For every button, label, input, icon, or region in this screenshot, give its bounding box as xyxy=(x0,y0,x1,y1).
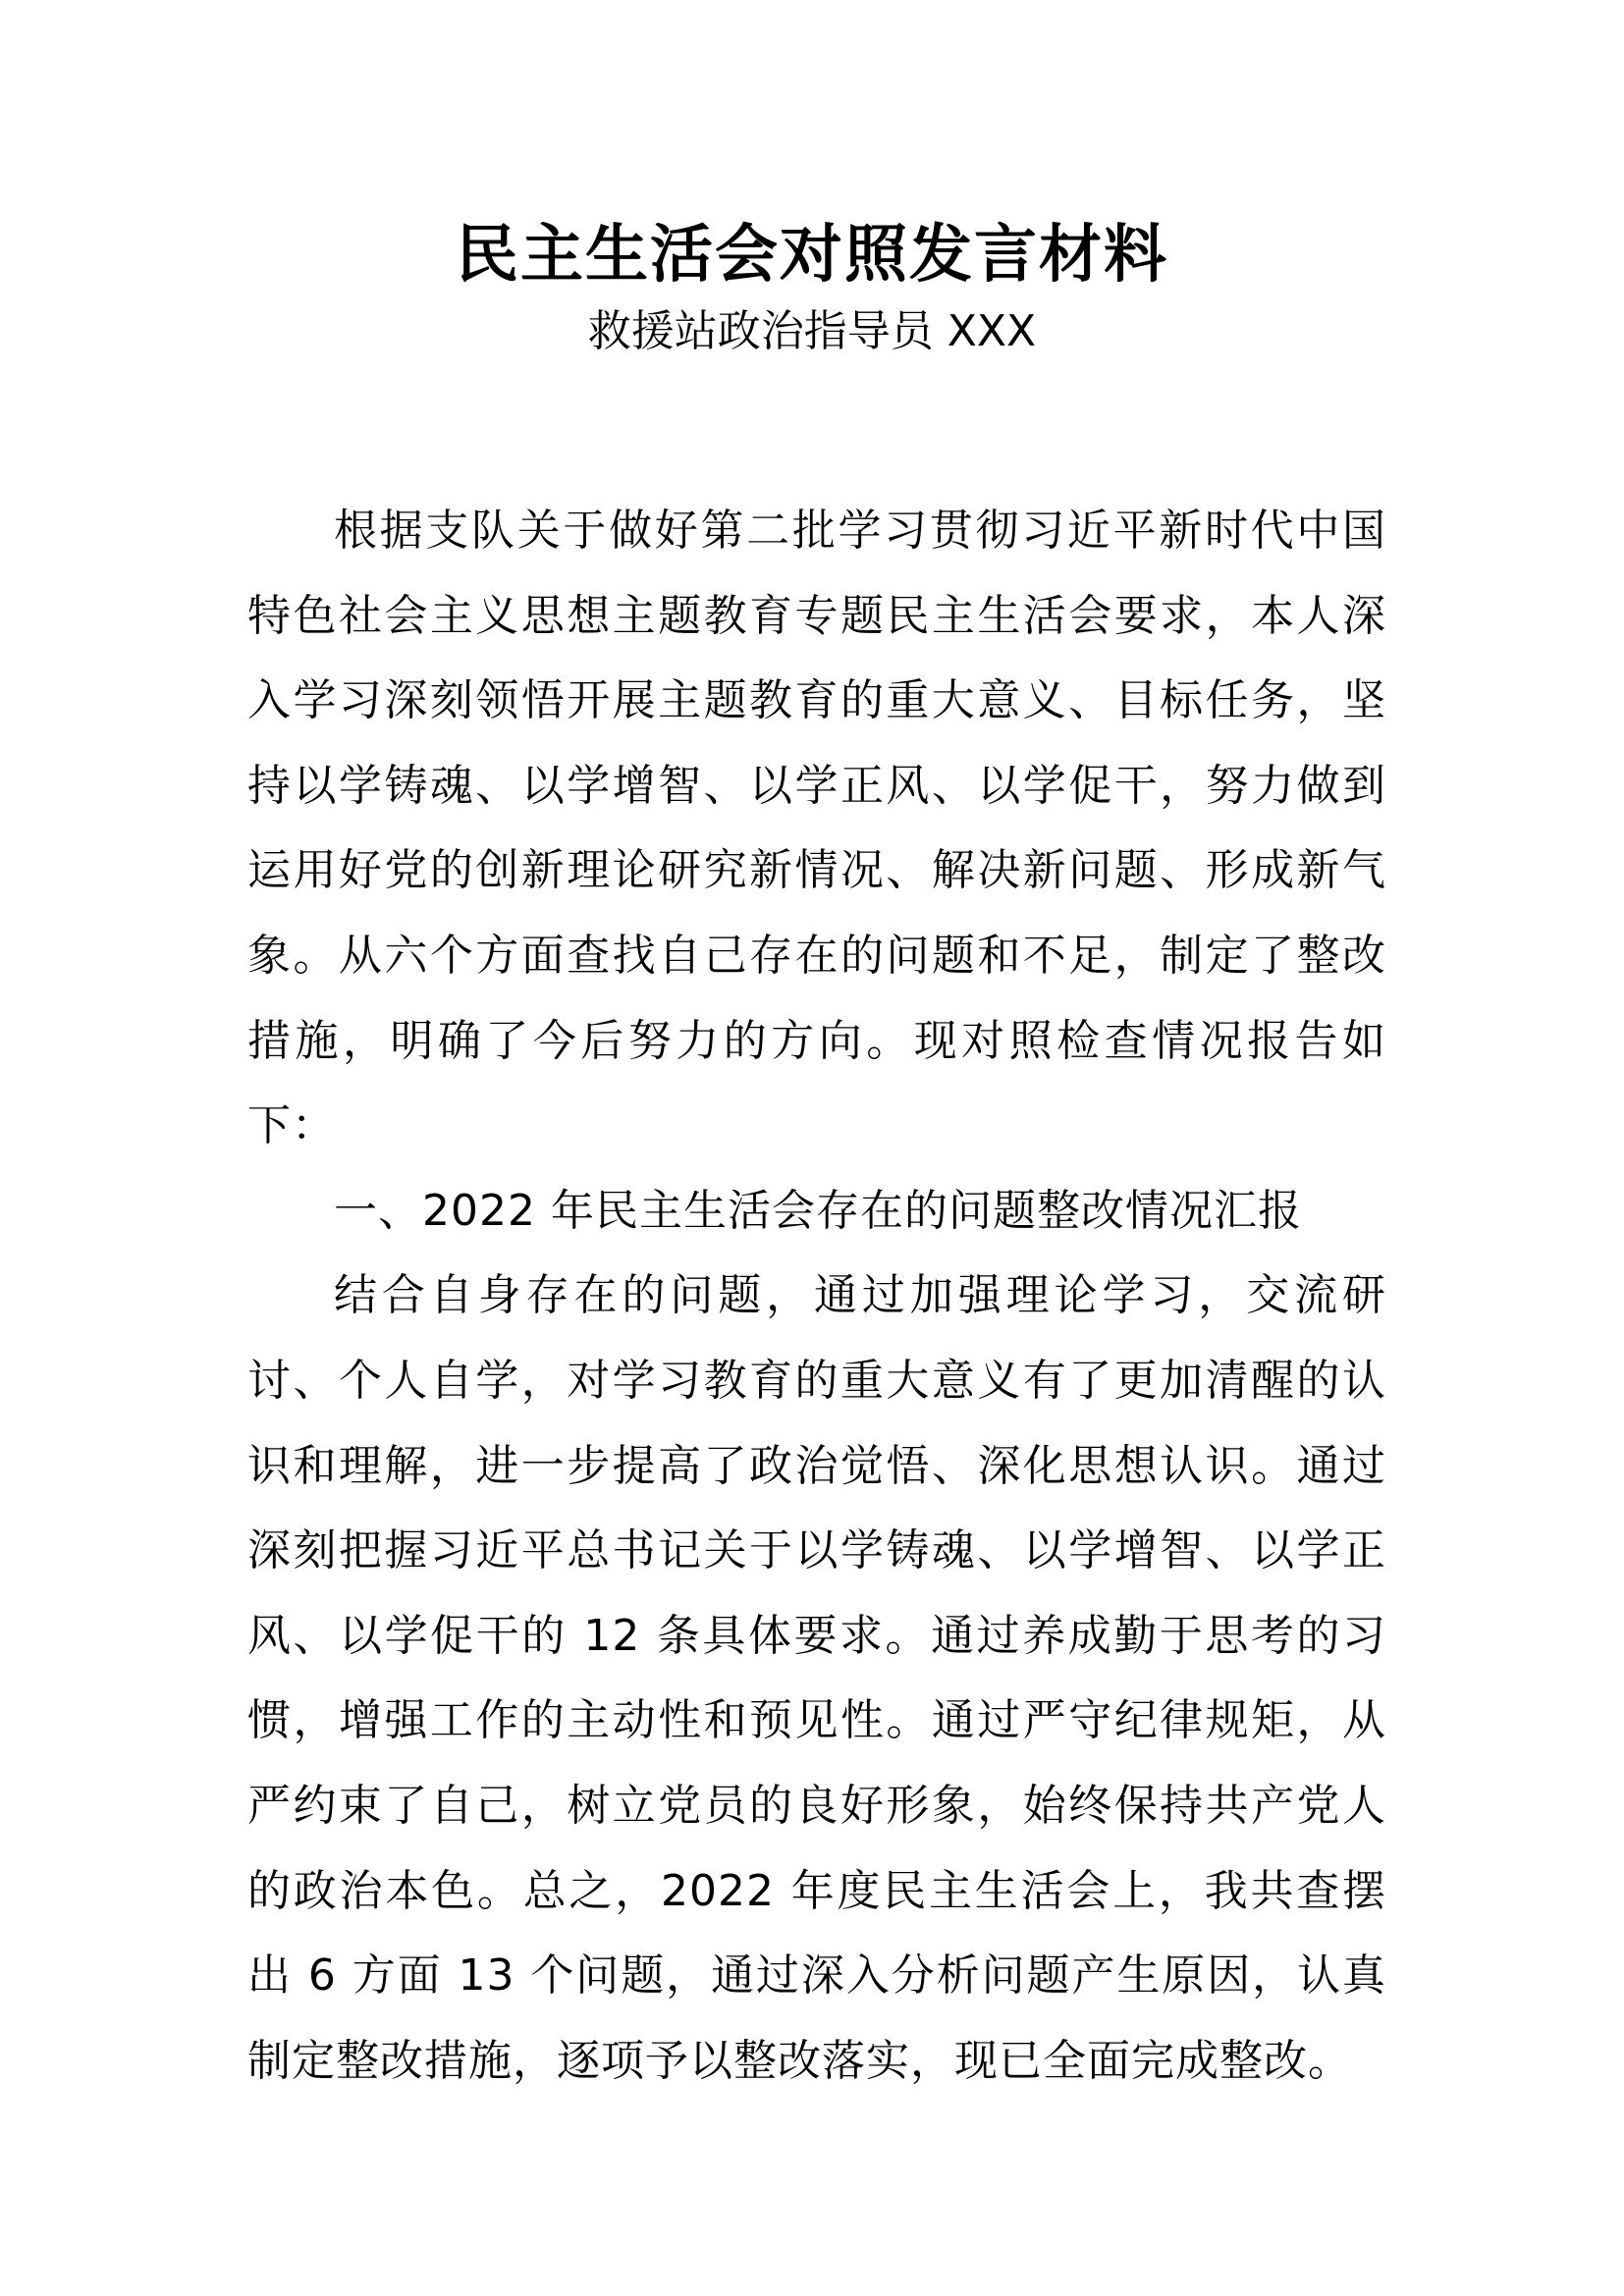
document-title: 民主生活会对照发言材料 xyxy=(456,219,1168,292)
section-heading: 一、2022 年民主生活会存在的问题整改情况汇报 xyxy=(334,1185,1302,1236)
document-subtitle: 救援站政治指导员 XXX xyxy=(587,306,1037,356)
intro-paragraph: 根据支队关于做好第二批学习贯彻习近平新时代中国特色社会主义思想主题教育专题民主生活会要求，本人深入学习深刻领悟开展主题教育的重大意义、目标任务，坚持以学铸魂、以学增智、以学正风、以学促干，努力做到运用好党的创新理论研究新情况、解决新问题、形成新气象。从六个方面查找自己存在的问题和不足，制定了整改措施，明确了今后努力的方向。现对照检查情况报告如下： xyxy=(247,506,1386,1151)
document-body xyxy=(247,489,1386,2104)
body-paragraph: 结合自身存在的问题，通过加强理论学习，交流研讨、个人自学，对学习教育的重大意义有了更加清醒的认识和理解，进一步提高了政治觉悟、深化思想认识。通过深刻把握习近平总书记关于以学铸魂、以学增智、以学正风、以学促干的 12 条具体要求。通过养成勤于思考的习惯，增强工作的主动性和预见性。通过严守纪律规矩，从严约束了自己，树立党员的良好形象，始终保持共产党人的政治本色。总之，2022 年度民主生活会上，我共查摆出 6 方面 13 个问题，通过深入分析问题产生原因，认真制定整改措施，逐项予以整改落实，现已全面完成整改。 xyxy=(247,1270,1386,2086)
